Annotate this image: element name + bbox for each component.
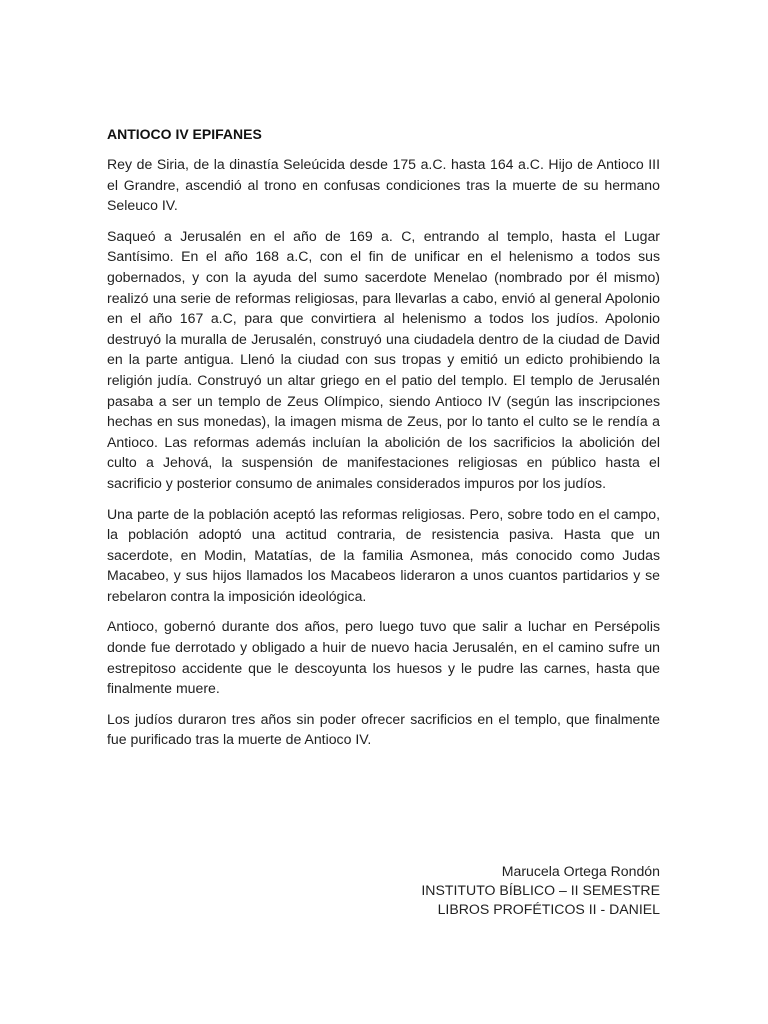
signature-course: LIBROS PROFÉTICOS II - DANIEL [437, 901, 660, 917]
paragraph-resistance: Una parte de la población aceptó las reformas religiosas. Pero, sobre todo en el campo, la población adoptó una actitud contraria, de resistencia pasiva. Hasta que un sacerdote, en Modin, Matatías, de la familia Asmonea, más conocido como Judas Macabeo, y sus hijos llamados los Macabeos lideraron a unos cuantos partidarios y se rebelaron contra la imposición ideológica. [107, 505, 660, 604]
signature-author: Marucela Ortega Rondón [501, 863, 660, 879]
paragraph-jerusalem-sack: Saqueó a Jerusalén en el año de 169 a. C, entrando al templo, hasta el Lugar Santísimo. En el año 168 a.C, con el fin de unificar en el helenismo a todos sus gobernados, y con la ayuda del sumo sacerdote Menelao (nombrado por él mismo) realizó una serie de reformas religiosas, para llevarlas a cabo, envió al general Apolonio en el año 167 a.C, para que convirtiera al helenismo a todos los judíos. Apolonio destruyó la muralla de Jerusalén, construyó una ciudadela dentro de la ciudad de David en la parte antigua. Llenó la ciudad con sus tropas y emitió un edicto prohibiendo la religión judía. Construyó un altar griego en el patio del templo. El templo de Jerusalén pasaba a ser un templo de Zeus Olímpico, siendo Antioco IV (según las inscripciones hechas en sus monedas), la imagen misma de Zeus, por lo tanto el culto se le rendía a Antioco. Las reformas además incluían la abolición de los sacrificios la abolición del culto a Jehová, la suspensión de manifestaciones religiosas en público hasta el sacrificio y posterior consumo de animales considerados impuros por los judíos. [107, 227, 660, 491]
paragraph-temple-purified: Los judíos duraron tres años sin poder ofrecer sacrificios en el templo, que finalmente fue purificado tras la muerte de Antioco IV. [107, 710, 660, 748]
paragraph-death: Antioco, gobernó durante dos años, pero luego tuvo que salir a luchar en Persépolis donde fue derrotado y obligado a huir de nuevo hacia Jerusalén, en el camino sufre un estrepitoso accidente que le descoyunta los huesos y le pudre las carnes, hasta que finalmente muere. [107, 618, 660, 697]
signature-institution: INSTITUTO BÍBLICO – II SEMESTRE [421, 882, 660, 898]
document-title: ANTIOCO IV EPIFANES [107, 126, 262, 142]
document-body [107, 124, 660, 760]
paragraph-intro: Rey de Siria, de la dinastía Seleúcida desde 175 a.C. hasta 164 a.C. Hijo de Antioco III el Grandre, ascendió al trono en confusas condiciones tras la muerte de su hermano Seleuco IV. [107, 156, 660, 214]
signature-block [421, 862, 660, 919]
